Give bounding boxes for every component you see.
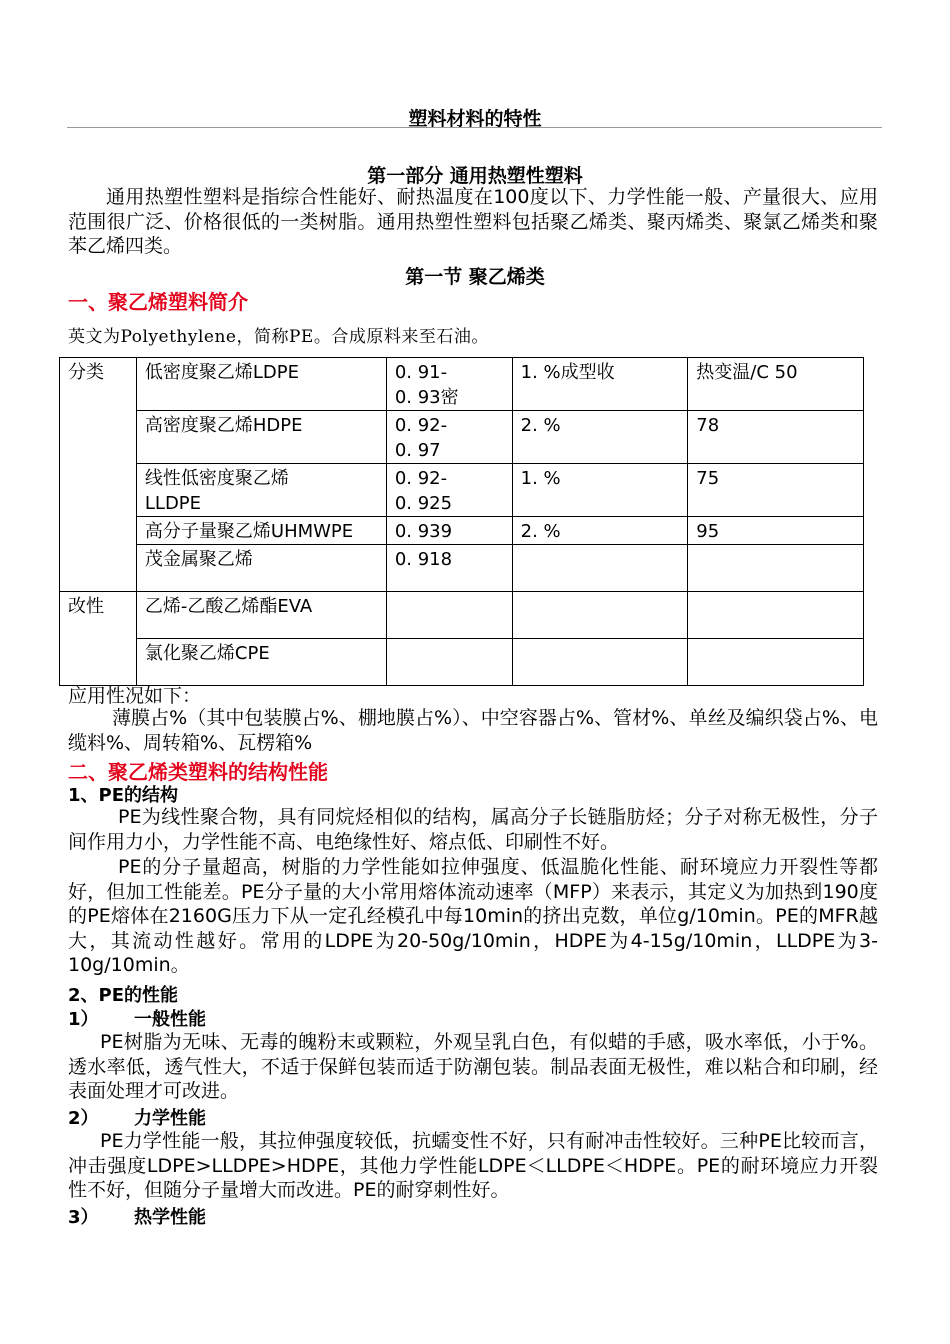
table-cell: 0. 939	[386, 517, 512, 545]
table-cell: 0. 91- 0. 93密	[386, 358, 512, 411]
mechanical-properties-number: 2）	[68, 1108, 99, 1129]
table-cell	[386, 639, 512, 686]
section-heading: 第一节 聚乙烯类	[405, 266, 545, 288]
table-cell: 78	[688, 411, 864, 464]
table-row	[60, 411, 864, 464]
header-divider	[67, 127, 882, 128]
mechanical-properties-title: 力学性能	[134, 1108, 206, 1129]
pe-structure-heading: 1、PE的结构	[68, 785, 179, 806]
table-cell	[512, 639, 688, 686]
table-cell: 0. 92- 0. 925	[386, 464, 512, 517]
part-heading: 第一部分 通用热塑性塑料	[367, 165, 583, 187]
section2-heading: 二、聚乙烯类塑料的结构性能	[68, 760, 328, 784]
table-row	[60, 358, 864, 411]
table-cell: 95	[688, 517, 864, 545]
table-cell: 高分子量聚乙烯UHMWPE	[136, 517, 386, 545]
table-cell	[386, 592, 512, 639]
group-label-classification: 分类	[60, 358, 137, 592]
pe-structure-paragraph-2: PE的分子量超高，树脂的力学性能如拉伸强度、低温脆化性能、耐环境应力开裂性等都好，但加工性能差。PE分子量的大小常用熔体流动速率（MFP）来表示，其定义为加热到190度的PE熔体在2160G压力下从一定孔经模孔中每10min的挤出克数，单位g/10min。PE的MFR越大，其流动性越好。常用的LDPE为20-50g/10min，HDPE为4-15g/10min，LLDPE为3-10g/10min。	[68, 856, 878, 976]
table-cell: 高密度聚乙烯HDPE	[136, 411, 386, 464]
table-cell	[688, 592, 864, 639]
thermal-properties-title: 热学性能	[134, 1207, 206, 1228]
table-row	[60, 545, 864, 592]
table-cell: 低密度聚乙烯LDPE	[136, 358, 386, 411]
pe-properties-heading: 2、PE的性能	[68, 985, 179, 1006]
table-row	[60, 464, 864, 517]
table-cell: 0. 92- 0. 97	[386, 411, 512, 464]
application-text: 薄膜占%（其中包装膜占%、棚地膜占%）、中空容器占%、管材%、单丝及编织袋占%、电缆料%、周转箱%、瓦楞箱%	[68, 707, 878, 754]
table-cell: 茂金属聚乙烯	[136, 545, 386, 592]
table-cell	[512, 545, 688, 592]
table-row	[60, 592, 864, 639]
section1-text: 英文为Polyethylene，简称PE。合成原料来至石油。	[68, 327, 489, 347]
section1-heading: 一、聚乙烯塑料简介	[68, 290, 248, 314]
table-cell: 氯化聚乙烯CPE	[136, 639, 386, 686]
general-properties-paragraph: PE树脂为无味、无毒的魄粉末或颗粒，外观呈乳白色，有似蜡的手感，吸水率低，小于%。透水率低，透气性大，不适于保鲜包装而适于防潮包装。制品表面无极性，难以粘合和印刷，经表面处理才可改进。	[68, 1031, 878, 1102]
table-cell: 热变温/C 50	[688, 358, 864, 411]
table-cell: 2. %	[512, 411, 688, 464]
intro-paragraph: 通用热塑性塑料是指综合性能好、耐热温度在100度以下、力学性能一般、产量很大、应用范围很广泛、价格很低的一类树脂。通用热塑性塑料包括聚乙烯类、聚丙烯类、聚氯乙烯类和聚苯乙烯四类。	[68, 186, 878, 257]
table-cell: 乙烯-乙酸乙烯酯EVA	[136, 592, 386, 639]
pe-types-table	[59, 357, 864, 686]
table-row	[60, 517, 864, 545]
general-properties-title: 一般性能	[134, 1009, 206, 1030]
thermal-properties-number: 3）	[68, 1207, 99, 1228]
table-row	[60, 639, 864, 686]
general-properties-number: 1）	[68, 1009, 99, 1030]
table-cell	[688, 545, 864, 592]
table-cell: 线性低密度聚乙烯 LLDPE	[136, 464, 386, 517]
table-cell	[688, 639, 864, 686]
table-cell: 2. %	[512, 517, 688, 545]
table-cell: 0. 918	[386, 545, 512, 592]
mechanical-properties-paragraph: PE力学性能一般，其拉伸强度较低，抗蠕变性不好，只有耐冲击性较好。三种PE比较而言，冲击强度LDPE>LLDPE>HDPE，其他力学性能LDPE＜LLDPE＜HDPE。PE的耐环境应力开裂性不好，但随分子量增大而改进。PE的耐穿刺性好。	[68, 1130, 878, 1201]
pe-structure-paragraph-1: PE为线性聚合物，具有同烷烃相似的结构，属高分子长链脂肪烃；分子对称无极性，分子间作用力小，力学性能不高、电绝缘性好、熔点低、印刷性不好。	[68, 806, 878, 853]
table-cell	[512, 592, 688, 639]
table-cell: 1. %	[512, 464, 688, 517]
table-cell: 75	[688, 464, 864, 517]
application-intro: 应用性况如下：	[68, 685, 202, 707]
group-label-modified: 改性	[60, 592, 137, 686]
table-cell: 1. %成型收	[512, 358, 688, 411]
page-header-title: 塑料材料的特性	[408, 108, 542, 130]
